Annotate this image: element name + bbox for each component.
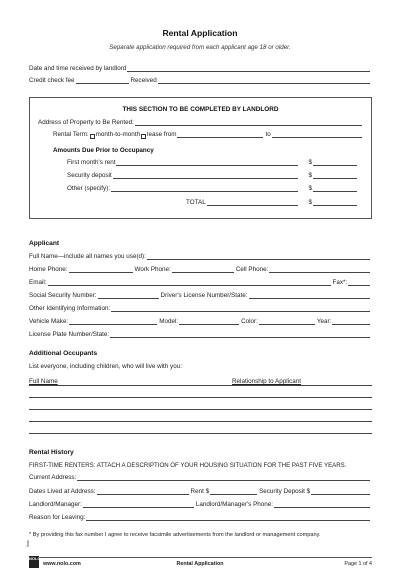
current-address-label: Current Address:	[29, 474, 77, 481]
date-received-row	[29, 65, 372, 73]
page-subtitle: Separate application required from each applicant age 18 or older.	[109, 44, 291, 51]
lease-to-field[interactable]	[272, 131, 362, 138]
occupant-line-1[interactable]	[29, 397, 372, 398]
security-deposit-amount[interactable]	[313, 172, 357, 179]
first-month-rent-desc[interactable]	[116, 159, 298, 166]
cell-phone-field[interactable]	[269, 266, 370, 273]
current-address-field[interactable]	[77, 474, 370, 481]
first-month-rent-label: First month's rent	[67, 159, 116, 166]
phones-row	[29, 266, 372, 274]
reason-leaving-row	[29, 514, 372, 522]
occupants-instruction: List everyone, including children, who will live with you:	[29, 363, 182, 370]
email-row	[29, 279, 372, 287]
drivers-license-label: Driver's License Number/State:	[160, 292, 248, 299]
year-label: Year:	[316, 318, 332, 325]
received-label: Received	[130, 77, 157, 84]
other-specify-amount[interactable]	[313, 185, 357, 192]
date-received-label: Date and time received by landlord	[29, 65, 127, 72]
first-month-row	[67, 159, 359, 167]
received-field[interactable]	[158, 77, 370, 84]
lease-to-label: to	[265, 131, 271, 138]
reason-leaving-label: Reason for Leaving:	[29, 514, 86, 521]
total-amount[interactable]	[313, 199, 357, 206]
model-label: Model:	[159, 318, 179, 325]
rent-label: Rent $	[190, 488, 210, 495]
landlord-manager-label: Landlord/Manager:	[29, 501, 82, 508]
credit-check-fee-field[interactable]	[76, 77, 129, 84]
security-deposit-desc[interactable]	[113, 172, 299, 179]
month-to-month-label: month-to-month	[95, 131, 141, 138]
other-id-field[interactable]	[111, 305, 370, 312]
full-name-field[interactable]	[147, 253, 370, 260]
occupant-line-3[interactable]	[29, 421, 372, 422]
reason-leaving-field[interactable]	[86, 514, 370, 521]
rh-security-deposit-field[interactable]	[311, 488, 370, 495]
credit-check-row	[29, 77, 372, 85]
security-deposit-row	[67, 172, 359, 180]
amounts-due-heading: Amounts Due Prior to Occupancy	[53, 147, 154, 154]
ssn-field[interactable]	[98, 292, 159, 299]
fax-footnote: * By providing this fax number I agree to receive facsimile advertisements from the landlord or management company.	[29, 532, 321, 538]
email-label: Email:	[29, 279, 47, 286]
other-id-row	[29, 305, 372, 313]
vehicle-make-label: Vehicle Make:	[29, 318, 69, 325]
property-address-row	[38, 119, 364, 127]
month-to-month-checkbox[interactable]	[90, 134, 95, 139]
full-name-row	[29, 253, 372, 261]
footer-page-number: Page 1 of 4	[344, 561, 372, 567]
fax-field[interactable]	[348, 279, 370, 286]
applicant-heading: Applicant	[29, 240, 60, 247]
other-specify-label: Other (specify):	[67, 185, 111, 192]
landlord-section-title: THIS SECTION TO BE COMPLETED BY LANDLORD	[122, 106, 279, 113]
other-id-label: Other Identifying Information:	[29, 305, 111, 312]
property-address-field[interactable]	[135, 119, 362, 126]
other-specify-desc[interactable]	[111, 185, 298, 192]
dates-lived-label: Dates Lived at Address:	[29, 488, 96, 495]
occupant-line-4[interactable]	[29, 433, 372, 434]
home-phone-label: Home Phone:	[29, 266, 68, 273]
footer-divider	[29, 557, 372, 558]
col-full-name-header: Full Name	[29, 378, 58, 385]
email-field[interactable]	[48, 279, 331, 286]
landlord-phone-label: Landlord/Manager's Phone:	[195, 501, 274, 508]
landlord-phone-field[interactable]	[274, 501, 370, 508]
license-plate-row	[29, 331, 372, 339]
work-phone-label: Work Phone:	[134, 266, 171, 273]
footer-center-title: Rental Application	[176, 561, 224, 567]
nolo-tag: Nolo	[26, 540, 30, 547]
property-address-label: Address of Property to Be Rented:	[38, 119, 134, 126]
model-field[interactable]	[179, 318, 239, 325]
landlord-manager-row	[29, 501, 372, 509]
footer-url[interactable]: www.nolo.com	[43, 561, 81, 567]
license-plate-field[interactable]	[110, 331, 370, 338]
date-received-field[interactable]	[127, 65, 370, 72]
rent-field[interactable]	[210, 488, 257, 495]
fax-label: Fax*:	[332, 279, 348, 286]
additional-occupants-heading: Additional Occupants	[29, 350, 98, 357]
work-phone-field[interactable]	[172, 266, 234, 273]
lease-from-label: lease from	[147, 131, 177, 138]
total-dollar: $	[308, 199, 312, 206]
security-deposit-dollar: $	[308, 172, 312, 179]
rental-term-row	[53, 131, 364, 139]
rh-security-deposit-label: Security Deposit $	[259, 488, 311, 495]
first-month-rent-amount[interactable]	[313, 159, 357, 166]
color-label: Color:	[241, 318, 258, 325]
other-specify-row	[67, 185, 359, 193]
current-address-row	[29, 474, 372, 482]
rental-history-heading: Rental History	[29, 449, 74, 456]
security-deposit-label: Security deposit	[67, 172, 112, 179]
ssn-label: Social Security Number:	[29, 292, 97, 299]
vehicle-make-field[interactable]	[69, 318, 157, 325]
occupant-line-2[interactable]	[29, 409, 372, 410]
dates-lived-row	[29, 488, 372, 496]
license-plate-label: License Plate Number/State:	[29, 331, 110, 338]
lease-from-field[interactable]	[177, 131, 263, 138]
landlord-manager-field[interactable]	[83, 501, 194, 508]
ssn-row	[29, 292, 372, 300]
drivers-license-field[interactable]	[249, 292, 371, 299]
occupant-header-line	[29, 385, 372, 386]
rental-term-label: Rental Term:	[53, 131, 89, 138]
first-month-dollar: $	[308, 159, 312, 166]
col-relationship-header: Relationship to Applicant	[232, 378, 301, 385]
dates-lived-field[interactable]	[97, 488, 189, 495]
lease-checkbox[interactable]	[141, 134, 146, 139]
total-desc[interactable]	[207, 199, 299, 206]
total-label: TOTAL	[186, 199, 206, 206]
first-time-renters-note: FIRST-TIME RENTERS: ATTACH A DESCRIPTION OF YOUR HOUSING SITUATION FOR THE PAST FIVE YEARS.	[29, 462, 347, 469]
color-field[interactable]	[259, 318, 315, 325]
nolo-logo-icon: NOLO	[29, 556, 39, 568]
year-field[interactable]	[332, 318, 370, 325]
full-name-label: Full Name—include all names you use(d):	[29, 253, 146, 260]
cell-phone-label: Cell Phone:	[235, 266, 269, 273]
other-specify-dollar: $	[308, 185, 312, 192]
home-phone-field[interactable]	[69, 266, 133, 273]
vehicle-row	[29, 318, 372, 326]
credit-check-fee-label: Credit check fee	[29, 77, 75, 84]
total-row	[186, 199, 359, 207]
page-title: Rental Application	[162, 28, 238, 38]
